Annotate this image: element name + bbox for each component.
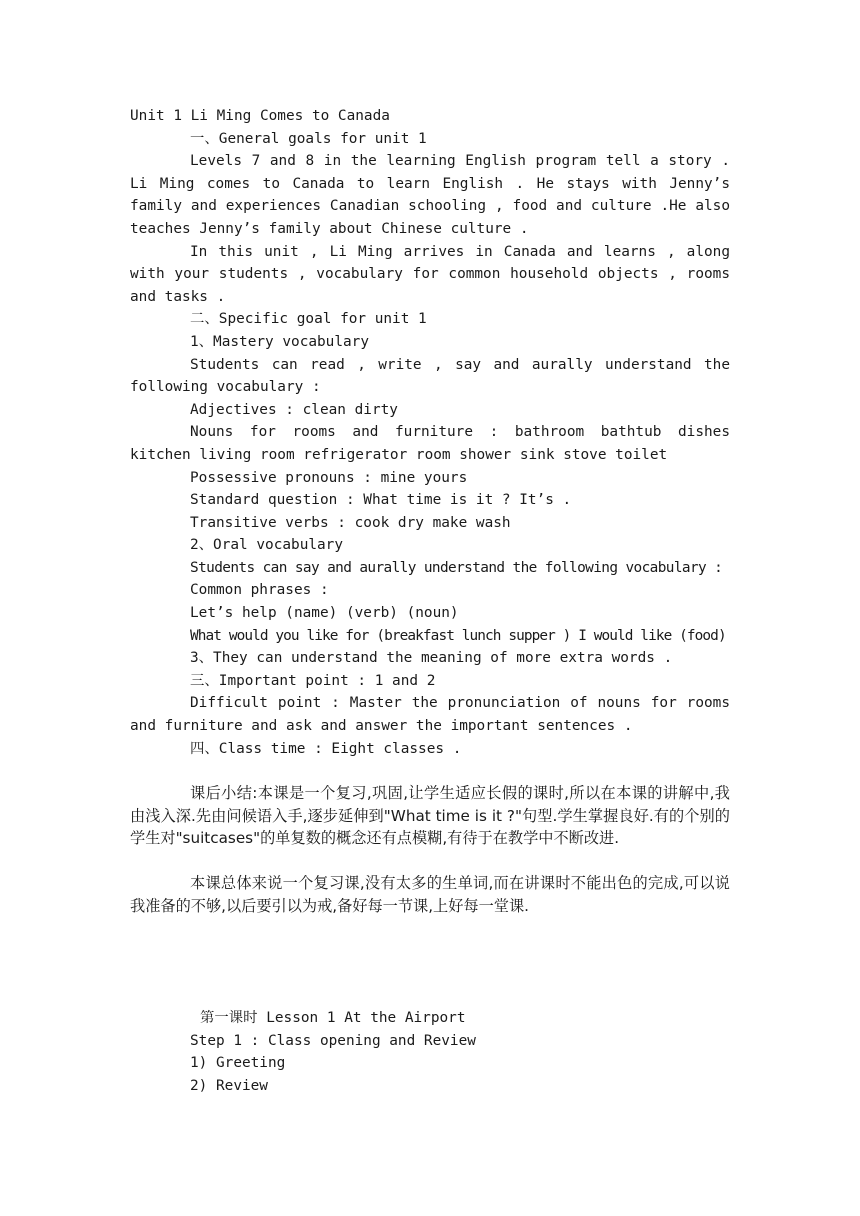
nouns-line: Nouns for rooms and furniture : bathroom bathtub dishes kitchen living room refrigerator room shower sink stove toilet xyxy=(130,424,730,463)
class-time-line: 四、Class time : Eight classes . xyxy=(190,740,462,757)
general-goals-paragraph-1: Levels 7 and 8 in the learning English program tell a story . Li Ming comes to Canada to learn English . He stays with Jenny’s family and experiences Canadian schooling , food and culture .He also teaches Jenny’s family about Chinese culture . xyxy=(130,153,730,237)
oral-vocabulary-intro: Students can say and aurally understand the following vocabulary : xyxy=(190,559,723,576)
phrase-1: Let’s help (name) (verb) (noun) xyxy=(190,605,459,622)
mastery-vocabulary-intro: Students can read , write , say and aurally understand the following vocabulary : xyxy=(130,356,730,396)
greeting-item: 1) Greeting xyxy=(190,1055,286,1072)
lesson-title: 第一课时 Lesson 1 At the Airport xyxy=(200,1010,466,1027)
transitive-verbs-line: Transitive verbs : cook dry make wash xyxy=(190,514,511,531)
general-goals-heading: 一、General goals for unit 1 xyxy=(190,130,427,147)
difficult-point-line: Difficult point : Master the pronunciation of nouns for rooms and furniture and ask and answer the important sentences . xyxy=(130,695,730,735)
common-phrases-heading: Common phrases : xyxy=(190,582,329,599)
document-page xyxy=(130,105,730,1098)
unit-title: Unit 1 Li Ming Comes to Canada xyxy=(130,108,390,124)
mastery-vocabulary-heading: 1、Mastery vocabulary xyxy=(190,333,370,350)
general-goals-paragraph-2: In this unit , Li Ming arrives in Canada and learns , along with your students , vocabulary for common household objects , rooms and tasks . xyxy=(130,243,730,305)
step-1-line: Step 1 : Class opening and Review xyxy=(190,1032,476,1049)
important-point-line: 三、Important point : 1 and 2 xyxy=(190,672,436,689)
possessive-pronouns-line: Possessive pronouns : mine yours xyxy=(190,469,468,486)
summary-paragraph-1: 课后小结:本课是一个复习,巩固,让学生适应长假的课时,所以在本课的讲解中,我由浅入深.先由问候语入手,逐步延伸到"What time is it ?"句型.学生掌握良好.有的个别的学生对"suitcases"的单复数的概念还有点模糊,有待于在教学中不断改进. xyxy=(130,784,730,848)
standard-question-line: Standard question : What time is it ? It’s . xyxy=(190,492,572,509)
extra-words-line: 3、They can understand the meaning of more extra words . xyxy=(190,650,673,667)
review-item: 2) Review xyxy=(190,1077,268,1094)
adjectives-line: Adjectives : clean dirty xyxy=(190,401,398,418)
oral-vocabulary-heading: 2、Oral vocabulary xyxy=(190,537,344,554)
specific-goal-heading: 二、Specific goal for unit 1 xyxy=(190,311,427,328)
phrase-2: What would you like for (breakfast lunch supper ) I would like (food) xyxy=(190,627,726,644)
summary-paragraph-2: 本课总体来说一个复习课,没有太多的生单词,而在讲课时不能出色的完成,可以说我准备的不够,以后要引以为戒,备好每一节课,上好每一堂课. xyxy=(130,874,730,915)
